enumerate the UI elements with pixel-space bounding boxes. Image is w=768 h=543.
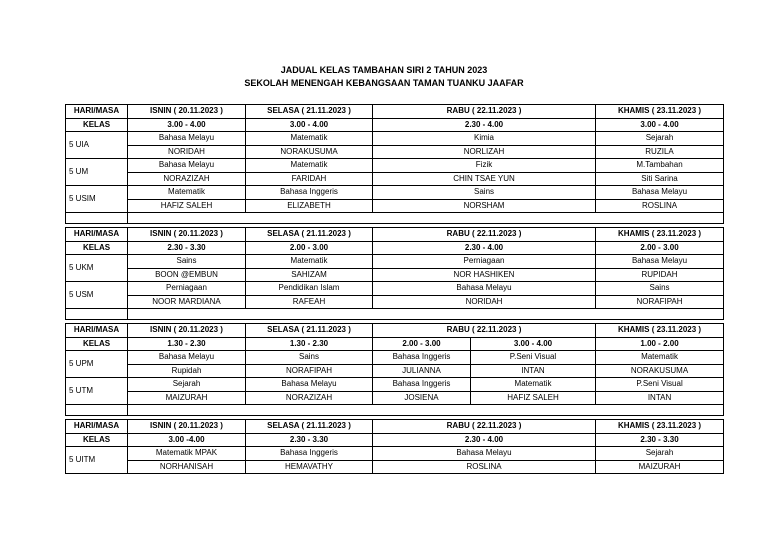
teacher-cell: NORIDAH — [128, 145, 246, 159]
header-isnin: ISNIN ( 20.11.2023 ) — [128, 228, 246, 242]
time-cell: 1.30 - 2.30 — [246, 337, 373, 351]
subject-row — [66, 186, 724, 200]
spacer-cell — [128, 405, 724, 416]
spacer-cell — [66, 405, 128, 416]
teacher-cell: NORHANISAH — [128, 460, 246, 474]
header-hari-masa: HARI/MASA — [66, 324, 128, 338]
teacher-row — [66, 145, 724, 159]
class-name: 5 USM — [66, 282, 128, 309]
time-row — [66, 241, 724, 255]
subject-cell: Bahasa Inggeris — [373, 378, 471, 392]
header-selasa: SELASA ( 21.11.2023 ) — [246, 105, 373, 119]
schedule-table-2 — [65, 227, 724, 320]
header-isnin: ISNIN ( 20.11.2023 ) — [128, 324, 246, 338]
subject-row — [66, 255, 724, 269]
subject-cell: M.Tambahan — [596, 159, 724, 173]
header-rabu: RABU ( 22.11.2023 ) — [373, 105, 596, 119]
teacher-cell: NOOR MARDIANA — [128, 295, 246, 309]
class-name: 5 USIM — [66, 186, 128, 213]
teacher-row — [66, 364, 724, 378]
teacher-cell: ROSLINA — [596, 199, 724, 213]
teacher-cell: INTAN — [471, 364, 596, 378]
teacher-cell: BOON @EMBUN — [128, 268, 246, 282]
header-kelas: KELAS — [66, 337, 128, 351]
header-khamis: KHAMIS ( 23.11.2023 ) — [596, 420, 724, 434]
school-name: SEKOLAH MENENGAH KEBANGSAAN TAMAN TUANKU JAAFAR — [244, 78, 524, 88]
spacer-row — [66, 309, 724, 320]
header-hari-masa: HARI/MASA — [66, 420, 128, 434]
time-cell: 2.00 - 3.00 — [246, 241, 373, 255]
subject-cell: Bahasa Melayu — [596, 186, 724, 200]
class-name: 5 UITM — [66, 447, 128, 474]
teacher-cell: NORAKUSUMA — [596, 364, 724, 378]
time-cell: 2.30 - 3.30 — [246, 433, 373, 447]
teacher-cell: INTAN — [596, 391, 724, 405]
header-row — [66, 324, 724, 338]
header-row — [66, 228, 724, 242]
time-row — [66, 118, 724, 132]
subject-cell: Sains — [128, 255, 246, 269]
time-cell: 2.00 - 3.00 — [596, 241, 724, 255]
time-row — [66, 433, 724, 447]
header-row — [66, 105, 724, 119]
header-selasa: SELASA ( 21.11.2023 ) — [246, 228, 373, 242]
subject-row — [66, 351, 724, 365]
class-name: 5 UKM — [66, 255, 128, 282]
time-cell: 1.00 - 2.00 — [596, 337, 724, 351]
teacher-cell: HEMAVATHY — [246, 460, 373, 474]
subject-cell: P.Seni Visual — [471, 351, 596, 365]
teacher-cell: HAFIZ SALEH — [471, 391, 596, 405]
header-hari-masa: HARI/MASA — [66, 105, 128, 119]
teacher-cell: ROSLINA — [373, 460, 596, 474]
subject-cell: Perniagaan — [128, 282, 246, 296]
header-khamis: KHAMIS ( 23.11.2023 ) — [596, 105, 724, 119]
teacher-cell: NORAKUSUMA — [246, 145, 373, 159]
subject-cell: Bahasa Inggeris — [373, 351, 471, 365]
spacer-cell — [128, 309, 724, 320]
class-name: 5 UTM — [66, 378, 128, 405]
teacher-row — [66, 460, 724, 474]
subject-cell: Sejarah — [128, 378, 246, 392]
subject-cell: Bahasa Melayu — [128, 132, 246, 146]
header-rabu: RABU ( 22.11.2023 ) — [373, 324, 596, 338]
teacher-cell: JOSIENA — [373, 391, 471, 405]
teacher-cell: RUZILA — [596, 145, 724, 159]
teacher-cell: NOR HASHIKEN — [373, 268, 596, 282]
time-cell: 2.30 - 4.00 — [373, 241, 596, 255]
teacher-row — [66, 268, 724, 282]
header-kelas: KELAS — [66, 241, 128, 255]
class-name: 5 UIA — [66, 132, 128, 159]
teacher-cell: NORAZIZAH — [246, 391, 373, 405]
teacher-cell: CHIN TSAE YUN — [373, 172, 596, 186]
subject-cell: Kimia — [373, 132, 596, 146]
schedule-table-4 — [65, 419, 724, 474]
subject-row — [66, 378, 724, 392]
teacher-cell: Siti Sarina — [596, 172, 724, 186]
header-kelas: KELAS — [66, 118, 128, 132]
spacer-row — [66, 213, 724, 224]
header-row — [66, 420, 724, 434]
time-row — [66, 337, 724, 351]
schedule-table-3 — [65, 323, 724, 416]
subject-cell: Matematik — [471, 378, 596, 392]
time-cell: 3.00 - 4.00 — [596, 118, 724, 132]
header-selasa: SELASA ( 21.11.2023 ) — [246, 324, 373, 338]
subject-cell: Pendidikan Islam — [246, 282, 373, 296]
subject-cell: Perniagaan — [373, 255, 596, 269]
subject-cell: Sejarah — [596, 132, 724, 146]
teacher-cell: FARIDAH — [246, 172, 373, 186]
subject-cell: Sains — [596, 282, 724, 296]
subject-cell: Matematik — [128, 186, 246, 200]
spacer-cell — [128, 213, 724, 224]
spacer-cell — [66, 309, 128, 320]
subject-row — [66, 132, 724, 146]
header-isnin: ISNIN ( 20.11.2023 ) — [128, 105, 246, 119]
teacher-cell: NORSHAM — [373, 199, 596, 213]
time-cell: 2.30 - 4.00 — [373, 433, 596, 447]
time-cell: 2.30 - 3.30 — [128, 241, 246, 255]
subject-row — [66, 159, 724, 173]
teacher-cell: NORAZIZAH — [128, 172, 246, 186]
teacher-cell: SAHIZAM — [246, 268, 373, 282]
subject-row — [66, 447, 724, 461]
spacer-cell — [66, 213, 128, 224]
teacher-cell: MAIZURAH — [128, 391, 246, 405]
teacher-cell: RAFEAH — [246, 295, 373, 309]
time-cell: 2.30 - 4.00 — [373, 118, 596, 132]
header-hari-masa: HARI/MASA — [66, 228, 128, 242]
time-cell: 2.00 - 3.00 — [373, 337, 471, 351]
teacher-cell: NORAFIPAH — [596, 295, 724, 309]
subject-cell: Bahasa Melayu — [373, 447, 596, 461]
header-khamis: KHAMIS ( 23.11.2023 ) — [596, 228, 724, 242]
subject-cell: P.Seni Visual — [596, 378, 724, 392]
subject-cell: Bahasa Melayu — [128, 351, 246, 365]
teacher-cell: RUPIDAH — [596, 268, 724, 282]
teacher-cell: JULIANNA — [373, 364, 471, 378]
teacher-cell: HAFIZ SALEH — [128, 199, 246, 213]
header-selasa: SELASA ( 21.11.2023 ) — [246, 420, 373, 434]
subject-row — [66, 282, 724, 296]
subject-cell: Bahasa Melayu — [596, 255, 724, 269]
teacher-row — [66, 295, 724, 309]
subject-cell: Matematik — [246, 132, 373, 146]
teacher-row — [66, 391, 724, 405]
teacher-cell: ELIZABETH — [246, 199, 373, 213]
class-name: 5 UM — [66, 159, 128, 186]
subject-cell: Fizik — [373, 159, 596, 173]
time-cell: 3.00 - 4.00 — [471, 337, 596, 351]
subject-cell: Sejarah — [596, 447, 724, 461]
teacher-cell: NORAFIPAH — [246, 364, 373, 378]
subject-cell: Bahasa Melayu — [246, 378, 373, 392]
document-title: JADUAL KELAS TAMBAHAN SIRI 2 TAHUN 2023 — [280, 65, 488, 75]
time-cell: 3.00 - 4.00 — [128, 118, 246, 132]
subject-cell: Matematik — [246, 159, 373, 173]
time-cell: 2.30 - 3.30 — [596, 433, 724, 447]
subject-cell: Bahasa Inggeris — [246, 186, 373, 200]
time-cell: 3.00 -4.00 — [128, 433, 246, 447]
spacer-row — [66, 405, 724, 416]
header-isnin: ISNIN ( 20.11.2023 ) — [128, 420, 246, 434]
subject-cell: Sains — [373, 186, 596, 200]
time-cell: 1.30 - 2.30 — [128, 337, 246, 351]
teacher-cell: NORIDAH — [373, 295, 596, 309]
header-rabu: RABU ( 22.11.2023 ) — [373, 228, 596, 242]
subject-cell: Bahasa Melayu — [128, 159, 246, 173]
teacher-cell: NORLIZAH — [373, 145, 596, 159]
subject-cell: Matematik MPAK — [128, 447, 246, 461]
header-kelas: KELAS — [66, 433, 128, 447]
teacher-row — [66, 199, 724, 213]
header-khamis: KHAMIS ( 23.11.2023 ) — [596, 324, 724, 338]
header-rabu: RABU ( 22.11.2023 ) — [373, 420, 596, 434]
teacher-row — [66, 172, 724, 186]
subject-cell: Matematik — [246, 255, 373, 269]
teacher-cell: MAIZURAH — [596, 460, 724, 474]
subject-cell: Sains — [246, 351, 373, 365]
subject-cell: Bahasa Melayu — [373, 282, 596, 296]
teacher-cell: Rupidah — [128, 364, 246, 378]
schedule-table-1 — [65, 104, 724, 224]
subject-cell: Matematik — [596, 351, 724, 365]
time-cell: 3.00 - 4.00 — [246, 118, 373, 132]
subject-cell: Bahasa Inggeris — [246, 447, 373, 461]
class-name: 5 UPM — [66, 351, 128, 378]
